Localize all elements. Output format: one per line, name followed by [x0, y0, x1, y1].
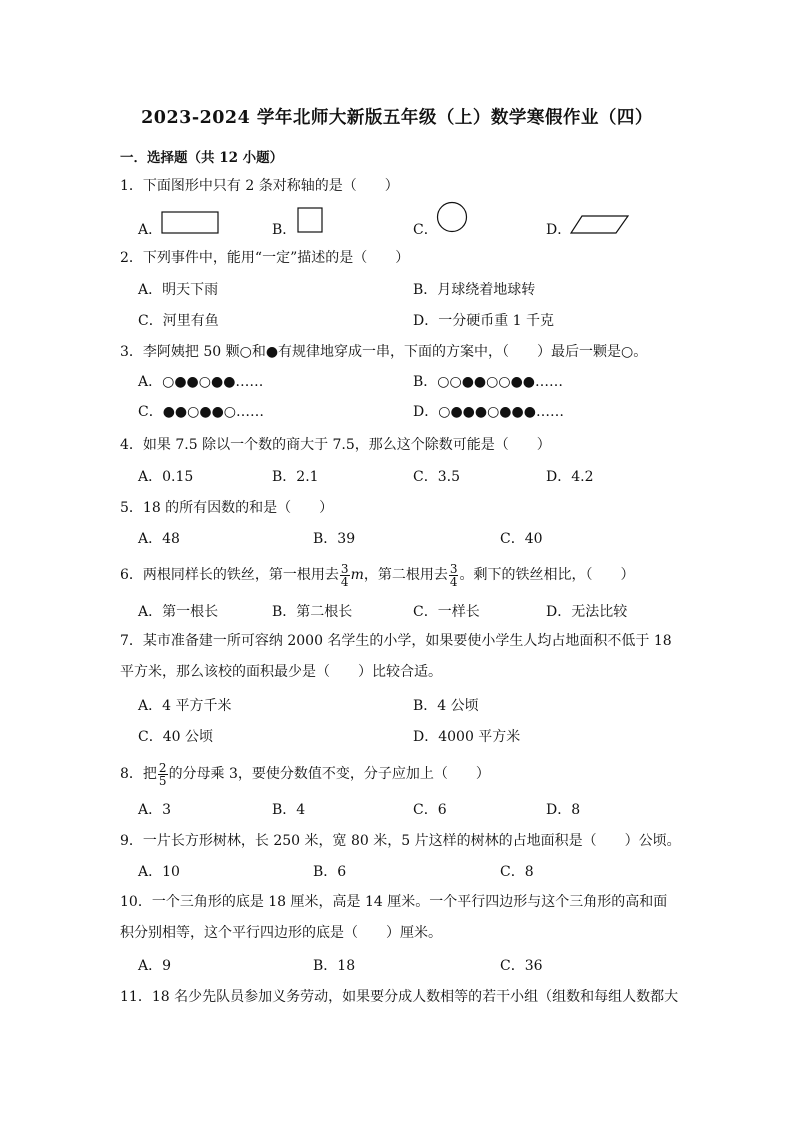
q7-option-c: C．40 公顷 — [138, 729, 213, 745]
q2-option-d: D．一分硬币重 1 千克 — [413, 313, 555, 329]
q8-option-a: A．3 — [138, 802, 172, 818]
parallelogram-shape — [570, 215, 630, 235]
fraction-two-fifths: $\frac{2}{5}$ — [158, 760, 167, 788]
q3-option-d: D．○●●●○●●●…… — [413, 404, 564, 420]
q10-option-b: B．18 — [313, 958, 356, 974]
q8-option-b: B．4 — [272, 802, 306, 818]
q7-option-a: A．4 平方千米 — [138, 698, 232, 714]
q10-option-c: C．36 — [500, 958, 543, 974]
q6-option-b: B．第二根长 — [272, 604, 353, 620]
q1-option-b: B． — [272, 222, 297, 238]
q7-option-b: B．4 公顷 — [413, 698, 479, 714]
question-10-stem: 10．一个三角形的底是 18 厘米，高是 14 厘米。一个平行四边形与这个三角形的高和面积分别相等，这个平行四边形的底是（ ）厘米。 — [120, 894, 668, 941]
q1-option-d: D． — [546, 222, 572, 238]
question-7-stem: 7．某市准备建一所可容纳 2000 名学生的小学，如果要使小学生人均占地面积不低于 18 平方米，那么该校的面积最少是（ ）比较合适。 — [120, 633, 672, 680]
q6-stem-part-1: 6．两根同样长的铁丝，第一根用去 — [120, 567, 339, 583]
question-6-stem — [120, 560, 634, 590]
question-2-stem: 2．下列事件中，能用“一定”描述的是（ ） — [120, 250, 410, 266]
q3-option-a: A．○●●○●●…… — [138, 374, 264, 390]
page-title: 2023-2024 学年北师大新版五年级（上）数学寒假作业（四） — [141, 108, 653, 128]
q5-option-c: C．40 — [500, 531, 543, 547]
q8-stem-part-1: 8．把 — [120, 766, 157, 782]
q6-stem-part-3: 。剩下的铁丝相比，（ ） — [459, 567, 635, 583]
q6-option-c: C．一样长 — [413, 604, 480, 620]
q6-option-d: D．无法比较 — [546, 604, 628, 620]
q1-option-a: A． — [138, 222, 163, 238]
q3-option-b: B．○○●●○○●●…… — [413, 374, 564, 390]
q7-option-d: D．4000 平方米 — [413, 729, 521, 745]
q4-option-b: B．2.1 — [272, 469, 319, 485]
fraction-three-quarters: $\frac{3}{4}$ — [340, 561, 349, 589]
unit-meter: m — [350, 567, 364, 583]
q9-option-c: C．8 — [500, 864, 534, 880]
circle-shape — [436, 201, 468, 233]
q2-option-a: A．明天下雨 — [138, 282, 219, 298]
q2-option-c: C．河里有鱼 — [138, 313, 219, 329]
rectangle-shape — [161, 211, 219, 235]
question-5-stem: 5．18 的所有因数的和是（ ） — [120, 500, 334, 516]
q4-option-d: D．4.2 — [546, 469, 594, 485]
q4-option-c: C．3.5 — [413, 469, 460, 485]
square-shape — [297, 207, 324, 235]
question-11-stem: 11．18 名少先队员参加义务劳动，如果要分成人数相等的若干小组（组数和每组人数都大 — [120, 989, 679, 1005]
question-1-stem: 1．下面图形中只有 2 条对称轴的是（ ） — [120, 178, 399, 194]
q6-stem-part-2: ，第二根用去 — [363, 567, 448, 583]
q5-option-b: B．39 — [313, 531, 356, 547]
q2-option-b: B．月球绕着地球转 — [413, 282, 536, 298]
q5-option-a: A．48 — [138, 531, 180, 547]
q8-option-c: C．6 — [413, 802, 447, 818]
q4-option-a: A．0.15 — [138, 469, 194, 485]
question-8-stem — [120, 759, 490, 789]
q6-option-a: A．第一根长 — [138, 604, 219, 620]
q8-option-d: D．8 — [546, 802, 581, 818]
q8-stem-part-2: 的分母乘 3，要使分数值不变，分子应加上（ ） — [168, 766, 490, 782]
fraction-three-quarters: $\frac{3}{4}$ — [449, 561, 458, 589]
q1-option-c: C． — [413, 222, 438, 238]
question-3-stem: 3．李阿姨把 50 颗○和●有规律地穿成一串，下面的方案中，（ ）最后一颗是○。 — [120, 344, 648, 360]
q9-option-a: A．10 — [138, 864, 180, 880]
q10-option-a: A．9 — [138, 958, 172, 974]
question-9-stem: 9．一片长方形树林，长 250 米，宽 80 米，5 片这样的树林的占地面积是（ ）公顷。 — [120, 833, 681, 849]
question-4-stem: 4．如果 7.5 除以一个数的商大于 7.5，那么这个除数可能是（ ） — [120, 437, 551, 453]
q3-option-c: C．●●○●●○…… — [138, 404, 265, 420]
q9-option-b: B．6 — [313, 864, 347, 880]
section-heading: 一．选择题（共 12 小题） — [120, 150, 284, 166]
